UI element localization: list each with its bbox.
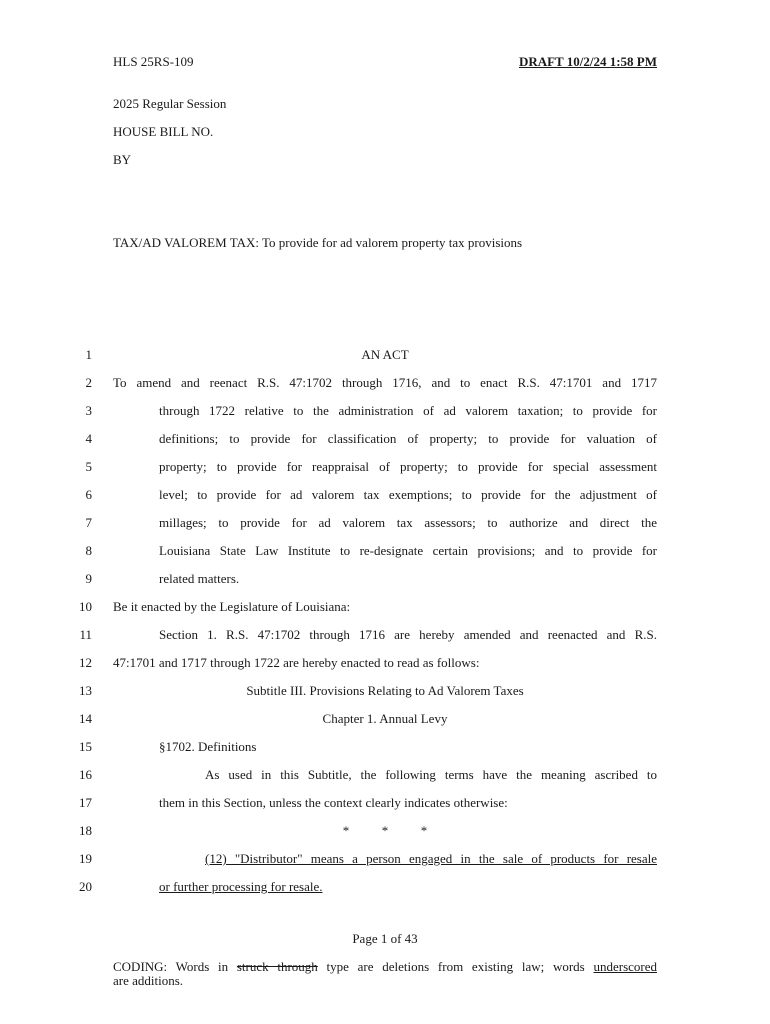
body-line: them in this Section, unless the context clearly indicates otherwise: — [159, 795, 508, 810]
body-line: definitions; to provide for classification of property; to provide for valuation of — [159, 431, 657, 446]
line-number: 7 — [85, 515, 92, 530]
body-line: millages; to provide for ad valorem tax assessors; to authorize and direct the — [159, 515, 657, 530]
draft-stamp: DRAFT 10/2/24 1:58 PM — [518, 54, 657, 69]
enacting-clause: Be it enacted by the Legislature of Louisiana: — [113, 599, 351, 614]
coding-struck-sample: struck through — [236, 959, 318, 974]
coding-underscored-sample: underscored — [593, 959, 657, 974]
coding-end: are additions. — [113, 973, 184, 988]
line-number: 3 — [85, 403, 92, 418]
line-number: 1 — [85, 347, 92, 362]
coding-prefix: CODING: Words in — [113, 959, 237, 974]
line-number: 17 — [79, 795, 92, 810]
line-number: 12 — [79, 655, 92, 670]
line-number: 14 — [79, 711, 92, 726]
line-number: 18 — [79, 823, 92, 838]
section-heading: §1702. Definitions — [159, 739, 257, 754]
coding-legend-line — [113, 960, 657, 974]
coding-legend — [113, 960, 657, 988]
body-line: As used in this Subtitle, the following terms have the meaning ascribed to — [205, 767, 657, 782]
body-line: 47:1701 and 1717 through 1722 are hereby enacted to read as follows: — [113, 655, 480, 670]
line-number: 20 — [79, 879, 92, 894]
line-number: 8 — [85, 543, 92, 558]
section-line: Section 1. R.S. 47:1702 through 1716 are hereby amended and reenacted and R.S. — [159, 627, 657, 642]
bill-number-label: HOUSE BILL NO. — [113, 124, 214, 139]
added-text-line: (12) "Distributor" means a person engaged in the sale of products for resale — [205, 851, 657, 866]
line-number: 2 — [85, 375, 92, 390]
page-number: Page 1 of 43 — [352, 931, 418, 946]
line-number: 6 — [85, 487, 92, 502]
added-text-line: or further processing for resale. — [159, 879, 323, 894]
body-line: To amend and reenact R.S. 47:1702 through 1716, and to enact R.S. 47:1701 and 1717 — [113, 375, 657, 390]
omission-asterisks: * * * — [342, 823, 428, 838]
coding-mid: type are deletions from existing law; words — [317, 959, 594, 974]
line-number: 9 — [85, 571, 92, 586]
chapter-heading: Chapter 1. Annual Levy — [322, 711, 448, 726]
line-number: 16 — [79, 767, 92, 782]
bill-caption: TAX/AD VALOREM TAX: To provide for ad valorem property tax provisions — [113, 235, 523, 250]
line-number: 11 — [79, 627, 92, 642]
bill-code: HLS 25RS-109 — [113, 54, 194, 69]
line-number: 5 — [85, 459, 92, 474]
author-label: BY — [113, 152, 132, 167]
line-number: 10 — [79, 599, 92, 614]
line-number: 15 — [79, 739, 92, 754]
body-line: Louisiana State Law Institute to re-designate certain provisions; and to provide for — [159, 543, 657, 558]
line-number: 4 — [85, 431, 92, 446]
session-label: 2025 Regular Session — [113, 96, 227, 111]
body-line: through 1722 relative to the administration of ad valorem taxation; to provide for — [159, 403, 657, 418]
subtitle-heading: Subtitle III. Provisions Relating to Ad Valorem Taxes — [246, 683, 524, 698]
body-line: level; to provide for ad valorem tax exemptions; to provide for the adjustment of — [159, 487, 657, 502]
body-line: property; to provide for reappraisal of property; to provide for special assessment — [159, 459, 657, 474]
body-line: related matters. — [159, 571, 240, 586]
line-number: 13 — [79, 683, 92, 698]
act-title: AN ACT — [361, 347, 409, 362]
line-number: 19 — [79, 851, 92, 866]
